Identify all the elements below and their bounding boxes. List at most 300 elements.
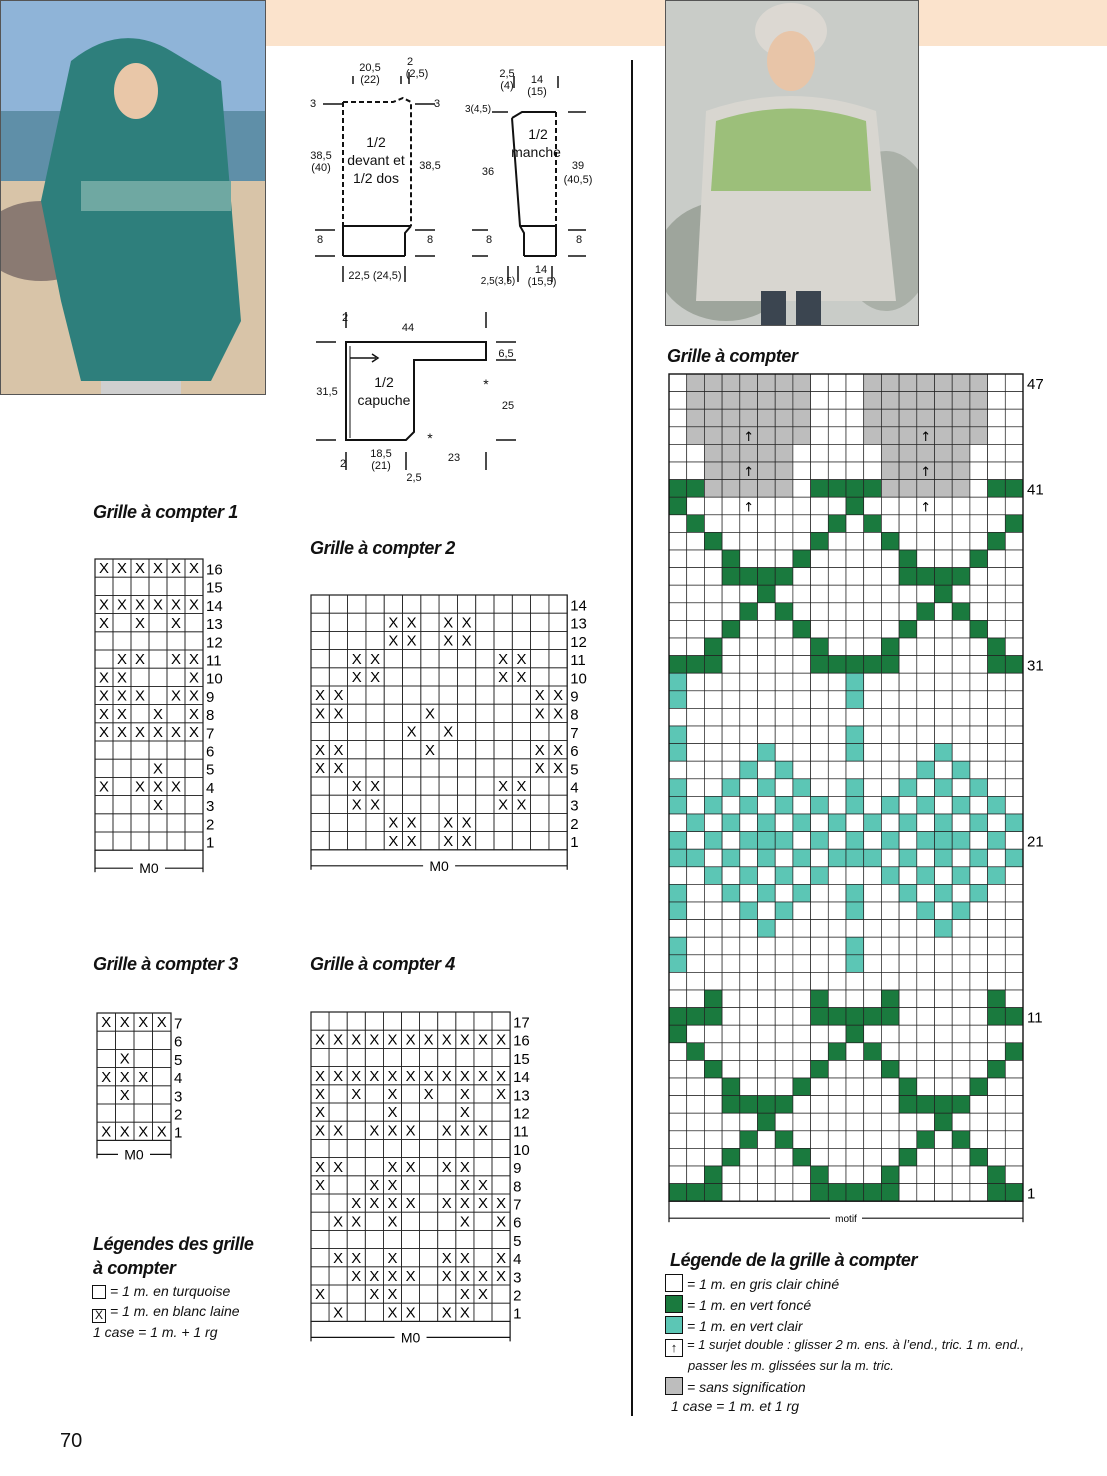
chart-cell: [881, 550, 899, 568]
chart-cell: [811, 550, 829, 568]
chart-cell: [740, 1025, 758, 1043]
chart-cell: [687, 779, 705, 797]
chart-cell: [881, 920, 899, 938]
grid-mark-x: X: [138, 1068, 149, 1086]
chart-cell: [793, 761, 811, 779]
chart-cell: [899, 620, 917, 638]
chart-cell: [687, 796, 705, 814]
chart-cell: [952, 1078, 970, 1096]
chart-cell: [775, 427, 793, 445]
chart-cell: [935, 796, 953, 814]
chart-cell: [917, 884, 935, 902]
chart-cell: [811, 972, 829, 990]
hood-bottom-r: 23: [447, 452, 461, 464]
row-number: 11: [570, 652, 586, 670]
chart-cell: [811, 1131, 829, 1149]
row-number: 15: [513, 1050, 530, 1068]
chart-cell: [881, 673, 899, 691]
row-number: 5: [570, 761, 579, 779]
chart-cell: [828, 990, 846, 1008]
chart-cell: [811, 427, 829, 445]
chart-cell: [864, 673, 882, 691]
double-decrease-icon: ↑: [920, 465, 932, 481]
grid-mark-x: X: [351, 1213, 362, 1231]
chart-cell: [988, 585, 1006, 603]
chart-cell: [722, 444, 740, 462]
chart-cell: [1005, 515, 1023, 533]
grid-mark-x: X: [477, 1267, 488, 1285]
chart-cell: [1005, 620, 1023, 638]
grid-mark-x: X: [459, 1158, 470, 1176]
chart-cell: [881, 1166, 899, 1184]
chart-cell: [899, 497, 917, 515]
body-length-r: 38,5: [419, 160, 441, 172]
chart-cell: [793, 691, 811, 709]
chart-cell: [758, 955, 776, 973]
chart-cell: [1005, 972, 1023, 990]
row-number: 1: [174, 1124, 183, 1142]
chart-cell: [828, 920, 846, 938]
chart-cell: [811, 937, 829, 955]
chart-cell: [1005, 779, 1023, 797]
chart-cell: [828, 902, 846, 920]
chart-cell: [988, 374, 1006, 392]
chart-cell: [704, 884, 722, 902]
chart-cell: [793, 832, 811, 850]
sleeve-length-r: 39: [571, 160, 585, 172]
chart-cell: [775, 920, 793, 938]
chart-cell: [970, 532, 988, 550]
chart-cell: [846, 462, 864, 480]
grid-mark-x: X: [315, 705, 326, 723]
chart-cell: [881, 532, 899, 550]
chart-cell: [917, 990, 935, 1008]
row-number: 3: [206, 798, 215, 816]
chart-cell: [828, 779, 846, 797]
chart-cell: [669, 409, 687, 427]
chart-cell: [722, 902, 740, 920]
grid-mark-x: X: [117, 723, 127, 741]
body-length-l-alt: (40): [311, 162, 331, 174]
chart-cell: [669, 392, 687, 410]
chart-cell: [722, 937, 740, 955]
chart-cell: [881, 1025, 899, 1043]
body-shoulder-alt: (2,5): [405, 68, 429, 80]
chart-cell: [740, 1184, 758, 1202]
chart-cell: [669, 691, 687, 709]
grid-mark-x: X: [351, 1067, 362, 1085]
chart-cell: [935, 532, 953, 550]
chart-cell: [740, 656, 758, 674]
chart-cell: [669, 1043, 687, 1061]
chart-cell: [722, 1131, 740, 1149]
chart-cell: [970, 656, 988, 674]
chart-cell: [1005, 638, 1023, 656]
chart-cell: [988, 1078, 1006, 1096]
chart-cell: [704, 814, 722, 832]
chart-cell: [846, 691, 864, 709]
chart-cell: [1005, 1131, 1023, 1149]
chart-cell: [952, 884, 970, 902]
chart-cell: [704, 444, 722, 462]
chart-cell: [793, 1148, 811, 1166]
chart-cell: [793, 1060, 811, 1078]
grid-mark-x: X: [405, 1195, 416, 1213]
grid-mark-x: X: [333, 759, 344, 777]
chart-cell: [846, 761, 864, 779]
chart-cell: [828, 1166, 846, 1184]
row-number: 15: [206, 579, 223, 597]
chart-cell: [881, 638, 899, 656]
chart-cell: [758, 744, 776, 762]
grid-mark-x: X: [153, 705, 163, 723]
chart-cell: [793, 796, 811, 814]
chart-cell: [775, 1148, 793, 1166]
chart-cell: [669, 708, 687, 726]
grid3: [97, 1013, 197, 1173]
chart-cell: [687, 884, 705, 902]
grid-mark-x: X: [496, 1031, 507, 1049]
chart-cell: [775, 796, 793, 814]
hood-height-r: 25: [501, 400, 515, 412]
chart-cell: [740, 1078, 758, 1096]
chart-cell: [758, 691, 776, 709]
chart-cell: [988, 673, 1006, 691]
chart-cell: [669, 796, 687, 814]
chart-cell: [899, 1096, 917, 1114]
chart-cell: [811, 779, 829, 797]
grid-mark-x: X: [119, 1014, 130, 1032]
chart-cell: [811, 1166, 829, 1184]
chart-cell: [669, 955, 687, 973]
grid-mark-x: X: [171, 651, 181, 669]
chart-cell: [988, 726, 1006, 744]
chart-cell: [669, 867, 687, 885]
chart-cell: [846, 620, 864, 638]
chart-cell: [704, 726, 722, 744]
chart-cell: [881, 374, 899, 392]
chart-cell: [935, 867, 953, 885]
chart-cell: [811, 585, 829, 603]
chart-cell: [793, 1008, 811, 1026]
chart-cell: [952, 462, 970, 480]
row-number: 17: [513, 1014, 530, 1032]
chart-cell: [935, 1025, 953, 1043]
chart-cell: [775, 1184, 793, 1202]
grid-mark-x: X: [99, 669, 109, 687]
legend-right-title: Légende de la grille à compter: [670, 1250, 918, 1270]
chart-cell: [722, 427, 740, 445]
chart-cell: [864, 691, 882, 709]
chart-cell: [669, 532, 687, 550]
chart-cell: [793, 568, 811, 586]
chart-cell: [687, 585, 705, 603]
chart-cell: [899, 550, 917, 568]
chart-cell: [793, 515, 811, 533]
chart-cell: [758, 409, 776, 427]
chart-cell: [687, 1078, 705, 1096]
chart-cell: [722, 1184, 740, 1202]
chart-cell: [740, 585, 758, 603]
chart-cell: [864, 462, 882, 480]
chart-cell: [793, 972, 811, 990]
chart-cell: [970, 920, 988, 938]
grid-mark-x: X: [333, 1304, 344, 1322]
chart-cell: [740, 480, 758, 498]
chart-cell: [899, 1060, 917, 1078]
grid-mark-x: X: [387, 1158, 398, 1176]
grid-mark-x: X: [496, 1249, 507, 1267]
row-number: 7: [513, 1196, 522, 1214]
chart-cell: [811, 832, 829, 850]
chart-cell: [970, 1008, 988, 1026]
chart-cell: [952, 1096, 970, 1114]
grid-mark-x: X: [388, 632, 399, 650]
chart-cell: [935, 814, 953, 832]
chart-cell: [828, 1184, 846, 1202]
chart-cell: [793, 427, 811, 445]
chart-cell: [970, 1043, 988, 1061]
grid-mark-x: X: [333, 1158, 344, 1176]
chart-cell: [740, 392, 758, 410]
row-number: 11: [513, 1123, 529, 1141]
chart-cell: [881, 761, 899, 779]
grid-mark-x: X: [441, 1122, 452, 1140]
chart-cell: [669, 673, 687, 691]
chart-cell: [758, 427, 776, 445]
legend-left-item-2-text: = 1 m. en blanc laine: [110, 1303, 240, 1319]
main-grid: [669, 374, 1069, 1224]
grid-mark-x: X: [423, 1067, 434, 1085]
chart-cell: [687, 726, 705, 744]
chart-cell: [917, 708, 935, 726]
grid-mark-x: X: [443, 723, 454, 741]
row-number: 14: [570, 597, 587, 615]
hood-bottom-alt: (21): [371, 460, 391, 472]
chart-cell: [669, 761, 687, 779]
chart-cell: [669, 1131, 687, 1149]
chart-cell: [775, 708, 793, 726]
grid-footer: M0: [429, 857, 449, 874]
chart-cell: [828, 462, 846, 480]
grid-mark-x: X: [189, 687, 199, 705]
chart-cell: [793, 1184, 811, 1202]
grid-mark-x: X: [387, 1249, 398, 1267]
chart-cell: [864, 532, 882, 550]
chart-cell: [864, 937, 882, 955]
chart-cell: [917, 568, 935, 586]
chart-cell: [864, 1131, 882, 1149]
chart-cell: [828, 444, 846, 462]
chart-cell: [669, 726, 687, 744]
chart-cell: [722, 832, 740, 850]
chart-cell: [899, 796, 917, 814]
chart-cell: [864, 638, 882, 656]
chart-row-label: 47: [1027, 375, 1044, 393]
chart-cell: [740, 532, 758, 550]
chart-cell: [935, 972, 953, 990]
chart-cell: [793, 392, 811, 410]
chart-cell: [935, 444, 953, 462]
grid-mark-x: X: [405, 1304, 416, 1322]
grid-mark-x: X: [171, 560, 181, 578]
chart-cell: [988, 620, 1006, 638]
chart-cell: [722, 1043, 740, 1061]
grid-mark-x: X: [117, 560, 127, 578]
legend-left-title-2: à compter: [93, 1258, 176, 1278]
chart-cell: [828, 1008, 846, 1026]
column-divider: [631, 60, 633, 1416]
chart-cell: [846, 744, 864, 762]
grid-footer: M0: [124, 1146, 144, 1163]
chart-row-label: 21: [1027, 833, 1044, 851]
grid-mark-x: X: [534, 741, 545, 759]
chart-cell: [704, 990, 722, 1008]
header-band-mid: [266, 0, 665, 46]
grid-mark-x: X: [99, 560, 109, 578]
chart-cell: [970, 515, 988, 533]
row-number: 11: [206, 652, 222, 670]
chart-cell: [793, 884, 811, 902]
chart-cell: [935, 761, 953, 779]
chart-cell: [811, 638, 829, 656]
chart-cell: [740, 1096, 758, 1114]
chart-cell: [881, 392, 899, 410]
chart-cell: [864, 1060, 882, 1078]
chart-cell: [917, 532, 935, 550]
chart-cell: [687, 1025, 705, 1043]
chart-cell: [758, 726, 776, 744]
chart-cell: [881, 1184, 899, 1202]
chart-cell: [988, 409, 1006, 427]
legend-right-item-5: [665, 1377, 806, 1395]
chart-cell: [846, 920, 864, 938]
grid-mark-x: X: [315, 687, 326, 705]
chart-cell: [704, 972, 722, 990]
chart-cell: [899, 761, 917, 779]
chart-cell: [758, 462, 776, 480]
chart-cell: [864, 392, 882, 410]
chart-cell: [864, 1078, 882, 1096]
chart-cell: [740, 814, 758, 832]
grid-mark-x: X: [99, 723, 109, 741]
chart-cell: [935, 1060, 953, 1078]
chart-cell: [669, 990, 687, 1008]
chart-cell: [687, 744, 705, 762]
chart-cell: [917, 726, 935, 744]
row-number: 4: [570, 779, 579, 797]
chart-cell: [864, 867, 882, 885]
chart-cell: [846, 550, 864, 568]
chart-cell: [669, 849, 687, 867]
chart-cell: [917, 1008, 935, 1026]
grid-mark-x: X: [553, 687, 564, 705]
chart-cell: [952, 955, 970, 973]
chart-cell: [775, 955, 793, 973]
chart-cell: [722, 620, 740, 638]
grid-mark-x: X: [153, 778, 163, 796]
grid-mark-x: X: [101, 1123, 112, 1141]
chart-cell: [970, 480, 988, 498]
row-number: 8: [206, 707, 215, 725]
chart-cell: [669, 884, 687, 902]
grid-mark-x: X: [405, 1067, 416, 1085]
chart-cell: [881, 867, 899, 885]
chart-cell: [811, 462, 829, 480]
chart-cell: [846, 972, 864, 990]
chart-cell: [970, 427, 988, 445]
row-number: 13: [206, 616, 223, 634]
chart-cell: [775, 1166, 793, 1184]
chart-cell: [881, 972, 899, 990]
chart-cell: [687, 1113, 705, 1131]
chart-cell: [881, 1078, 899, 1096]
chart-cell: [793, 444, 811, 462]
chart-cell: [722, 955, 740, 973]
chart-cell: [952, 550, 970, 568]
chart-cell: [793, 779, 811, 797]
chart-cell: [970, 1113, 988, 1131]
chart-cell: [775, 462, 793, 480]
row-number: 16: [206, 561, 223, 579]
double-decrease-icon: ↑: [743, 429, 755, 445]
chart-cell: [988, 1060, 1006, 1078]
chart-cell: [846, 1008, 864, 1026]
chart-cell: [828, 708, 846, 726]
chart-cell: [758, 796, 776, 814]
chart-cell: [740, 550, 758, 568]
grid-mark-x: X: [496, 1213, 507, 1231]
chart-cell: [687, 920, 705, 938]
chart-cell: [988, 779, 1006, 797]
chart-cell: [881, 1131, 899, 1149]
chart-cell: [704, 673, 722, 691]
chart-cell: [811, 497, 829, 515]
grid-mark-x: X: [534, 687, 545, 705]
chart-cell: [775, 515, 793, 533]
grid-mark-x: X: [405, 1031, 416, 1049]
chart-cell: [952, 620, 970, 638]
chart-cell: [722, 1025, 740, 1043]
chart-cell: [917, 480, 935, 498]
grid-mark-x: X: [171, 614, 181, 632]
chart-cell: [775, 691, 793, 709]
row-number: 7: [570, 724, 579, 742]
chart-cell: [899, 955, 917, 973]
chart-cell: [988, 550, 1006, 568]
grid-mark-x: X: [135, 651, 145, 669]
chart-cell: [704, 867, 722, 885]
chart-cell: [704, 920, 722, 938]
chart-cell: [864, 726, 882, 744]
chart-cell: [1005, 691, 1023, 709]
grid-mark-x: X: [496, 1067, 507, 1085]
grid-mark-x: X: [119, 1123, 130, 1141]
grid-mark-x: X: [171, 687, 181, 705]
chart-cell: [740, 1166, 758, 1184]
row-number: 14: [206, 597, 223, 615]
chart-cell: [988, 497, 1006, 515]
chart-cell: [740, 620, 758, 638]
chart-cell: [793, 937, 811, 955]
chart-cell: [793, 497, 811, 515]
chart-cell: [775, 497, 793, 515]
chart-cell: [828, 691, 846, 709]
chart-cell: [899, 1184, 917, 1202]
chart-cell: [740, 568, 758, 586]
grid-mark-x: X: [351, 1195, 362, 1213]
chart-cell: [704, 761, 722, 779]
